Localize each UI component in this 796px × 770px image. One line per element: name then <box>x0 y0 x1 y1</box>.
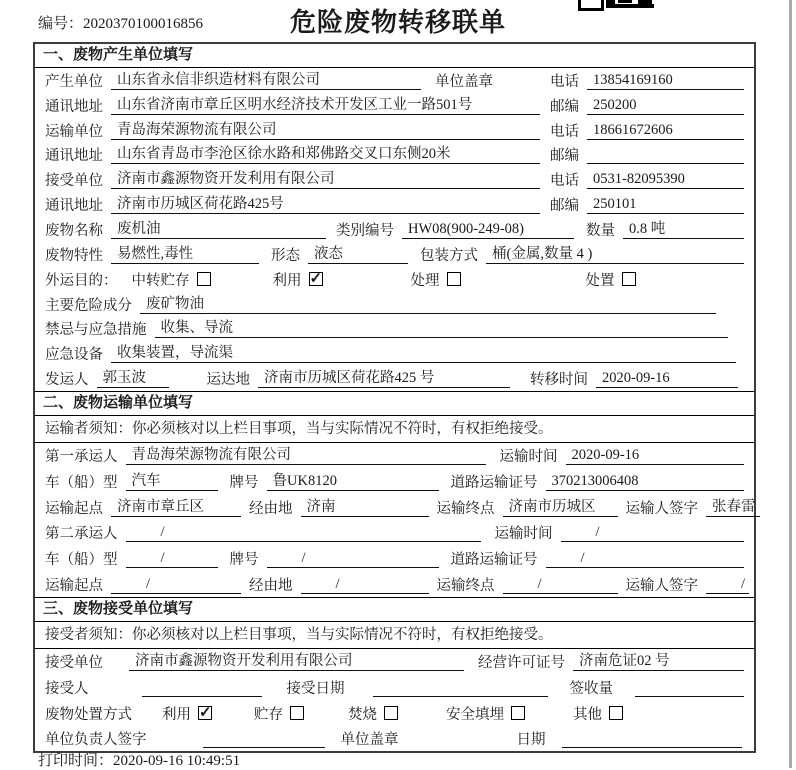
section3-notice: 接受者须知：你必须核对以上栏目事项，当与实际情况不符时，有权拒绝接受。 <box>35 622 754 649</box>
receiver-phone-value: 0531-82095390 <box>587 170 744 189</box>
row-disposal-method <box>35 700 754 726</box>
plate2-label: 牌号 <box>229 552 259 569</box>
row-route1 <box>35 494 754 520</box>
emergency-equipment-label: 应急设备 <box>45 347 103 364</box>
transporter-phone-label: 电话 <box>550 123 579 140</box>
generator-phone-value: 13854169160 <box>587 71 744 90</box>
accept-unit-label: 接受单位 <box>45 655 103 672</box>
disposal-use-checkbox <box>198 706 212 720</box>
route1-end-value: 济南市历城区 <box>503 498 618 517</box>
page-edge-divider <box>789 0 792 768</box>
row-accept-person <box>35 675 754 701</box>
responsible-sign-label: 单位负责人签字 <box>45 732 147 749</box>
disposal-option-landfill <box>446 703 525 724</box>
generator-address-label: 通讯地址 <box>45 98 103 115</box>
transporter-zip-label: 邮编 <box>550 148 579 165</box>
route2-sign-value: / <box>706 575 749 594</box>
vehicle-type1-value: 汽车 <box>126 472 218 491</box>
generator-phone-label: 电话 <box>550 73 579 90</box>
route1-via-value: 济南 <box>301 498 429 517</box>
transport-time1-value: 2020-09-16 <box>566 446 745 465</box>
print-time-value: 2020-09-16 10:49:51 <box>113 753 241 769</box>
generator-address-value: 山东省济南市章丘区明水经济技术开发区工业一路501号 <box>111 96 540 115</box>
row-first-carrier <box>35 443 754 469</box>
waste-props-value: 易燃性,毒性 <box>111 245 259 264</box>
waste-name-value: 废机油 <box>111 220 326 239</box>
disposal-option-use <box>162 703 212 724</box>
second-carrier-label: 第二承运人 <box>45 526 118 543</box>
first-carrier-label: 第一承运人 <box>45 449 118 466</box>
row-receiver-unit <box>35 167 754 192</box>
row-responsible-sign <box>35 726 754 752</box>
generator-zip-label: 邮编 <box>550 98 579 115</box>
transporter-unit-value: 青岛海荣源物流有限公司 <box>111 121 540 140</box>
receiver-address-value: 济南市历城区荷花路425号 <box>111 195 540 214</box>
form-header <box>0 0 796 42</box>
row-accept-unit <box>35 649 754 675</box>
route2-start-label: 运输起点 <box>45 577 103 594</box>
license-label: 经营许可证号 <box>478 655 565 672</box>
purpose-option-treat <box>411 269 461 290</box>
plate1-label: 牌号 <box>229 475 259 491</box>
accept-person-label: 接受人 <box>45 680 89 697</box>
generator-unit-label: 产生单位 <box>45 73 103 90</box>
purpose-treat-checkbox <box>447 272 461 286</box>
accept-unit-value: 济南市鑫源物资开发利用有限公司 <box>129 652 464 671</box>
disposal-burn-label: 焚烧 <box>348 706 377 723</box>
section-generator <box>35 44 754 391</box>
road-permit2-value: / <box>546 549 745 568</box>
serial-label: 编号： <box>38 16 84 32</box>
road-permit1-label: 道路运输证号 <box>450 475 538 491</box>
disposal-method-label: 废物处置方式 <box>45 706 132 723</box>
vehicle-type1-label: 车（船）型 <box>45 475 118 491</box>
purpose-use-label: 利用 <box>272 272 302 289</box>
disposal-option-store <box>254 703 304 724</box>
waste-form-label: 形态 <box>271 247 300 264</box>
unit-seal2-label: 单位盖章 <box>340 732 399 749</box>
section3-header: 三、废物接受单位填写 <box>35 598 754 622</box>
route1-end-label: 运输终点 <box>436 500 495 517</box>
purpose-option-storage <box>132 269 211 290</box>
waste-category-label: 类别编号 <box>336 222 394 239</box>
receiver-unit-value: 济南市鑫源物资开发利用有限公司 <box>111 170 540 189</box>
disposal-landfill-checkbox <box>511 706 525 720</box>
purpose-treat-label: 处理 <box>410 272 440 289</box>
transfer-form-table <box>33 42 756 753</box>
serial-value: 2020370100016856 <box>83 16 204 32</box>
row-transporter-unit <box>35 118 754 143</box>
transporter-address-value: 山东省青岛市李沧区徐水路和郑佛路交叉口东侧20米 <box>111 145 540 164</box>
transport-time2-label: 运输时间 <box>494 526 553 543</box>
row-waste-props <box>35 242 754 267</box>
unit-seal-label: 单位盖章 <box>435 73 493 90</box>
disposal-landfill-label: 安全填埋 <box>446 706 504 723</box>
route2-end-value: / <box>503 575 618 594</box>
receiver-address-label: 通讯地址 <box>45 198 103 215</box>
section1-header: 一、废物产生单位填写 <box>35 44 754 68</box>
accept-date-value <box>373 678 548 697</box>
route1-start-label: 运输起点 <box>45 500 103 517</box>
destination-value: 济南市历城区荷花路425 号 <box>258 369 510 388</box>
qr-code-fragment <box>578 0 654 9</box>
signed-qty-label: 签收量 <box>569 680 613 697</box>
section2-notice: 运输者须知：你必须核对以上栏目事项，当与实际情况不符时，有权拒绝接受。 <box>35 416 754 443</box>
purpose-storage-checkbox <box>197 272 211 286</box>
waste-packing-value: 桶(金属,数量 4 ) <box>486 245 744 264</box>
row-transporter-address <box>35 143 754 168</box>
sign-date-value <box>562 729 743 748</box>
accept-date-label: 接受日期 <box>286 680 345 697</box>
route1-sign-label: 运输人签字 <box>625 500 698 517</box>
disposal-use-label: 利用 <box>162 706 191 723</box>
route2-end-label: 运输终点 <box>436 577 495 594</box>
dispatcher-label: 发运人 <box>45 372 89 389</box>
transporter-address-label: 通讯地址 <box>45 148 103 165</box>
emergency-measures-value: 收集、导流 <box>155 319 729 338</box>
purpose-option-use <box>273 269 323 290</box>
waste-name-label: 废物名称 <box>45 222 103 239</box>
emergency-measures-label: 禁忌与应急措施 <box>45 322 147 339</box>
accept-person-value <box>142 678 262 697</box>
plate1-value: 鲁UK8120 <box>267 472 439 491</box>
first-carrier-value: 青岛海荣源物流有限公司 <box>126 446 486 465</box>
purpose-option-dispose <box>586 269 636 290</box>
row-vehicle2 <box>35 546 754 572</box>
emergency-equipment-value: 收集装置，导流渠 <box>111 344 736 363</box>
route2-via-value: / <box>301 575 429 594</box>
row-hazard-components <box>35 292 754 317</box>
receiver-zip-value: 250101 <box>587 195 744 214</box>
vehicle-type2-value: / <box>126 549 218 568</box>
purpose-storage-label: 中转贮存 <box>131 272 190 289</box>
hazard-components-value: 废矿物油 <box>140 295 716 314</box>
row-emergency-measures <box>35 316 754 341</box>
disposal-option-burn <box>348 703 398 724</box>
vehicle-type2-label: 车（船）型 <box>45 552 118 569</box>
license-value: 济南危证02 号 <box>573 652 744 671</box>
sign-date-label: 日期 <box>516 732 546 749</box>
disposal-store-label: 贮存 <box>254 706 283 723</box>
generator-zip-value: 250200 <box>587 96 744 115</box>
waste-qty-label: 数量 <box>586 222 615 239</box>
transfer-purpose-label: 外运目的： <box>45 272 118 289</box>
route2-via-label: 经由地 <box>249 577 293 594</box>
responsible-sign-value <box>203 729 325 748</box>
transporter-zip-value <box>587 145 744 164</box>
purpose-dispose-label: 处置 <box>585 272 615 289</box>
waste-form-value: 液态 <box>308 245 408 264</box>
destination-label: 运达地 <box>206 372 250 389</box>
transfer-time-value: 2020-09-16 <box>596 369 738 388</box>
section2-header: 二、废物运输单位填写 <box>35 392 754 416</box>
section-transport <box>35 391 754 597</box>
dispatcher-value: 郭玉波 <box>97 369 169 388</box>
disposal-option-other <box>573 703 623 724</box>
disposal-store-checkbox <box>290 706 304 720</box>
generator-unit-value: 山东省永信非织造材料有限公司 <box>111 71 421 90</box>
row-generator-address <box>35 93 754 118</box>
row-second-carrier <box>35 520 754 546</box>
transport-time2-value: / <box>561 523 745 542</box>
route1-sign-value: 张春雷 <box>706 498 760 517</box>
receiver-unit-label: 接受单位 <box>45 173 103 190</box>
transfer-time-label: 转移时间 <box>530 372 588 389</box>
waste-packing-label: 包装方式 <box>420 247 478 264</box>
row-route2 <box>35 571 754 597</box>
signed-qty-value <box>635 678 744 697</box>
row-vehicle1 <box>35 469 754 495</box>
route1-via-label: 经由地 <box>249 500 293 517</box>
road-permit2-label: 道路运输证号 <box>450 552 538 569</box>
hazard-components-label: 主要危险成分 <box>45 297 132 314</box>
receiver-phone-label: 电话 <box>550 173 579 190</box>
row-dispatch <box>35 366 754 391</box>
road-permit1-value: 370213006408 <box>546 472 745 491</box>
transporter-phone-value: 18661672606 <box>587 121 744 140</box>
row-receiver-address <box>35 192 754 217</box>
plate2-value: / <box>267 549 439 568</box>
route1-start-value: 济南市章丘区 <box>111 498 241 517</box>
page-title: 危险废物转移联单 <box>289 8 506 37</box>
second-carrier-value: / <box>126 523 481 542</box>
print-time <box>38 749 240 770</box>
row-transfer-purpose <box>35 267 754 292</box>
print-time-label: 打印时间： <box>38 753 114 769</box>
disposal-other-label: 其他 <box>573 706 602 723</box>
route2-sign-label: 运输人签字 <box>625 577 698 594</box>
waste-props-label: 废物特性 <box>45 247 103 264</box>
route2-start-value: / <box>111 575 241 594</box>
purpose-dispose-checkbox <box>622 272 636 286</box>
section-receive <box>35 597 754 751</box>
waste-qty-value: 0.8 吨 <box>623 220 744 239</box>
waste-category-value: HW08(900-249-08) <box>402 220 574 239</box>
disposal-burn-checkbox <box>384 706 398 720</box>
row-emergency-equipment <box>35 341 754 366</box>
purpose-use-checkbox <box>309 272 323 286</box>
transport-time1-label: 运输时间 <box>499 449 558 466</box>
transporter-unit-label: 运输单位 <box>45 123 103 140</box>
disposal-other-checkbox <box>609 706 623 720</box>
receiver-zip-label: 邮编 <box>550 198 579 215</box>
row-generator-unit <box>35 68 754 93</box>
row-waste-name <box>35 217 754 242</box>
